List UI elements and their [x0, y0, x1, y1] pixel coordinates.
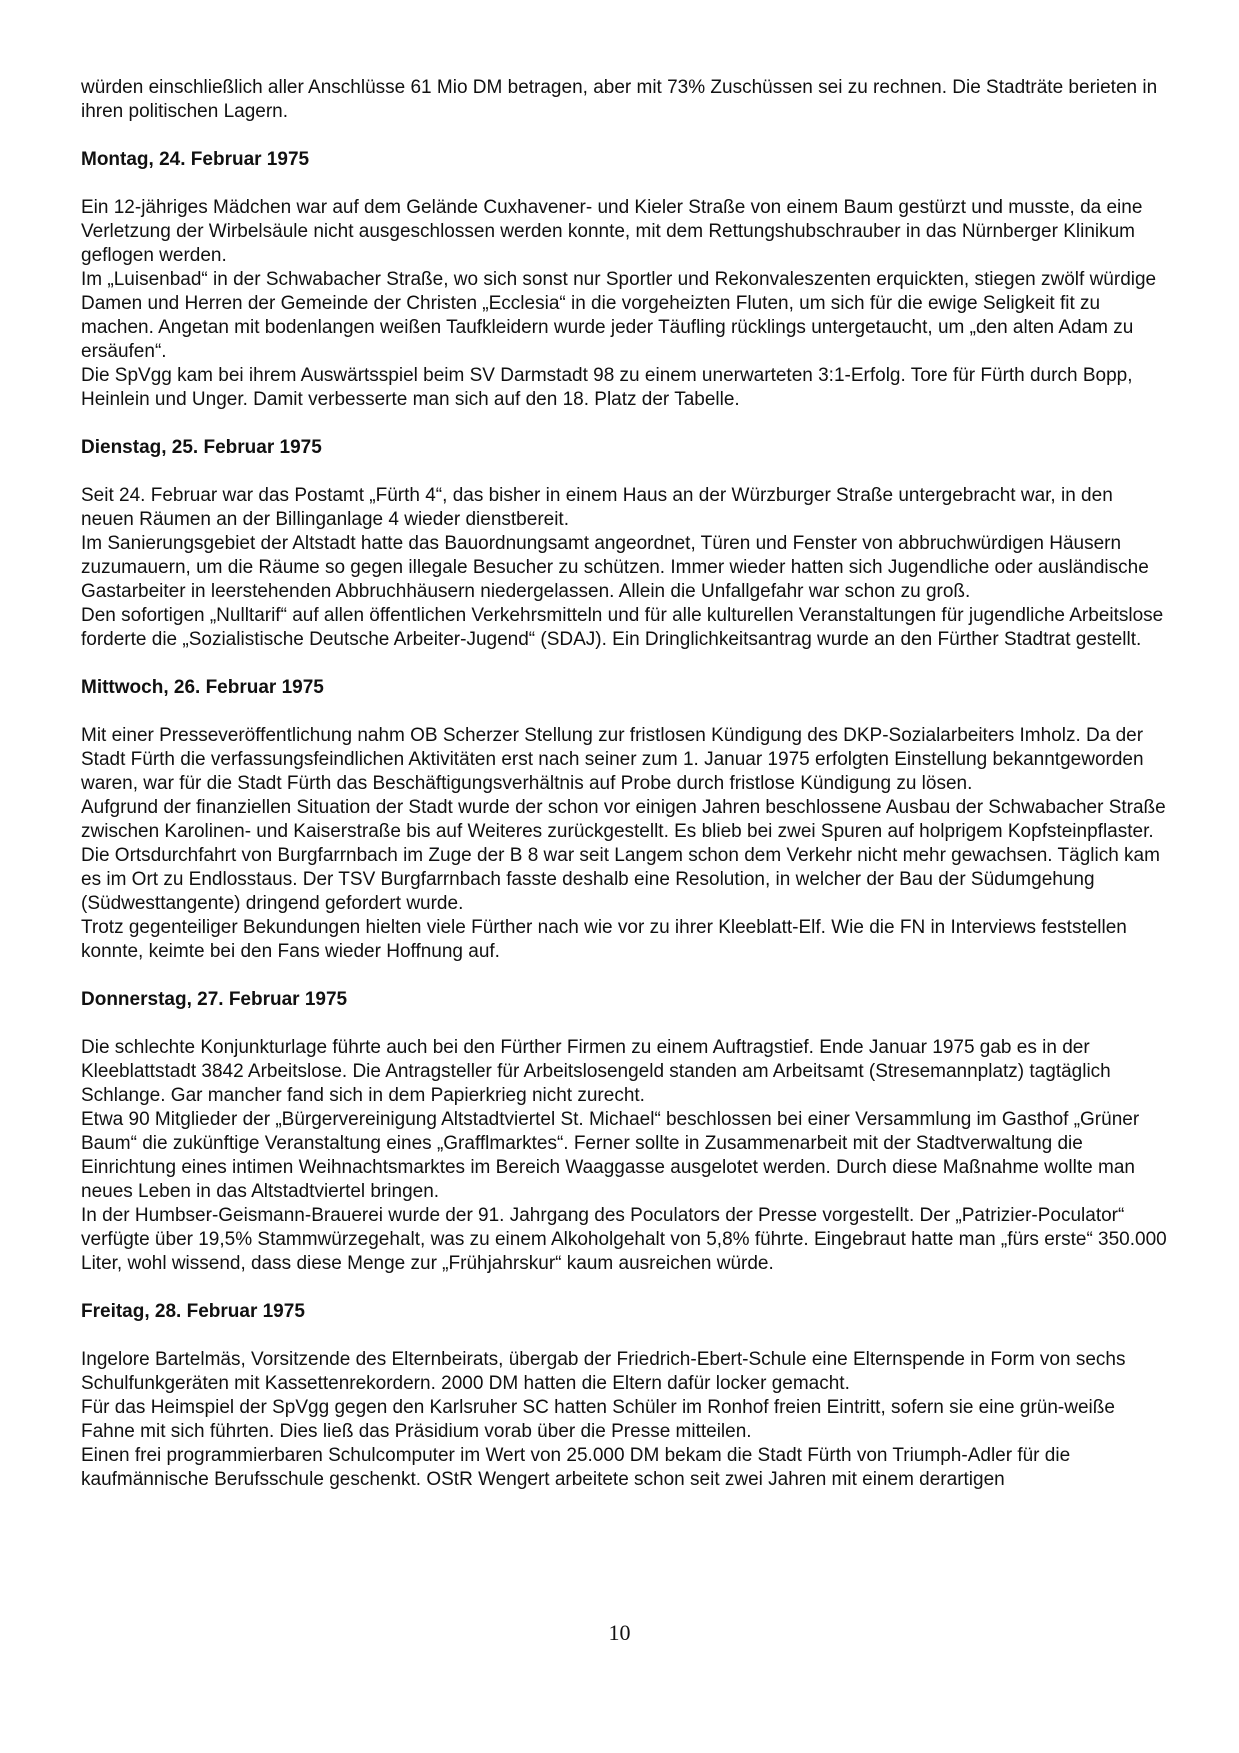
paragraph: Den sofortigen „Nulltarif“ auf allen öffentlichen Verkehrsmitteln und für alle kulturellen Veranstaltungen für jugendliche Arbeitslose forderte die „Sozialistische Deutsche Arbeiter-Jugend“ (SDAJ). Ein Dringlichkeitsantrag wurde an den Fürther Stadtrat gestellt.: [81, 605, 1164, 650]
page-number: 10: [608, 1620, 631, 1645]
section-dienstag: [81, 436, 1167, 652]
paragraph: Seit 24. Februar war das Postamt „Fürth 4“, das bisher in einem Haus an der Würzburger Straße untergebracht war, in den neuen Räumen an der Billinganlage 4 wieder dienstbereit.: [81, 485, 1113, 530]
page-content: [81, 76, 1167, 1492]
paragraph: Die schlechte Konjunkturlage führte auch bei den Fürther Firmen zu einem Auftragstief. Ende Januar 1975 gab es in der Kleeblattstadt 3842 Arbeitslose. Die Antragsteller für Arbeitslosengeld standen am Arbeitsamt (Stresemannplatz) tagtäglich Schlange. Gar mancher fand sich in dem Papierkrieg nicht zurecht.: [81, 1037, 1111, 1106]
paragraph: Die Ortsdurchfahrt von Burgfarrnbach im Zuge der B 8 war seit Langem schon dem Verkehr nicht mehr gewachsen. Täglich kam es im Ort zu Endlosstaus. Der TSV Burgfarrnbach fasste deshalb eine Resolution, in welcher der Bau der Südumgehung (Südwesttangente) dringend gefordert wurde.: [81, 845, 1160, 914]
paragraph: Die SpVgg kam bei ihrem Auswärtsspiel beim SV Darmstadt 98 zu einem unerwarteten 3:1-Erfolg. Tore für Fürth durch Bopp, Heinlein und Unger. Damit verbesserte man sich auf den 18. Platz der Tabelle.: [81, 365, 1133, 410]
section-heading: Freitag, 28. Februar 1975: [81, 1301, 305, 1322]
paragraph: Im „Luisenbad“ in der Schwabacher Straße, wo sich sonst nur Sportler und Rekonvaleszenten erquickten, stiegen zwölf würdige Damen und Herren der Gemeinde der Christen „Ecclesia“ in die vorgeheizten Fluten, um sich für die ewige Seligkeit fit zu machen. Angetan mit bodenlangen weißen Taufkleidern wurde jeder Täufling rücklings untergetaucht, um „den alten Adam zu ersäufen“.: [81, 269, 1157, 362]
intro-paragraph: würden einschließlich aller Anschlüsse 61 Mio DM betragen, aber mit 73% Zuschüssen sei zu rechnen. Die Stadträte berieten in ihren politischen Lagern.: [81, 77, 1158, 122]
section-heading: Dienstag, 25. Februar 1975: [81, 437, 322, 458]
section-mittwoch: [81, 676, 1167, 964]
paragraph: Für das Heimspiel der SpVgg gegen den Karlsruher SC hatten Schüler im Ronhof freien Eintritt, sofern sie eine grün-weiße Fahne mit sich führten. Dies ließ das Präsidium vorab über die Presse mitteilen.: [81, 1397, 1115, 1442]
section-heading: Donnerstag, 27. Februar 1975: [81, 989, 348, 1010]
paragraph: Mit einer Presseveröffentlichung nahm OB Scherzer Stellung zur fristlosen Kündigung des DKP-Sozialarbeiters Imholz. Da der Stadt Fürth die verfassungsfeindlichen Aktivitäten erst nach seiner zum 1. Januar 1975 erfolgten Einstellung bekanntgeworden waren, war für die Stadt Fürth das Beschäftigungsverhältnis auf Probe durch fristlose Kündigung zu lösen.: [81, 725, 1144, 794]
section-freitag: [81, 1300, 1167, 1492]
paragraph: Aufgrund der finanziellen Situation der Stadt wurde der schon vor einigen Jahren beschlossene Ausbau der Schwabacher Straße zwischen Karolinen- und Kaiserstraße bis auf Weiteres zurückgestellt. Es blieb bei zwei Spuren auf holprigem Kopfsteinpflaster.: [81, 797, 1166, 842]
section-donnerstag: [81, 988, 1167, 1276]
section-heading: Montag, 24. Februar 1975: [81, 149, 310, 170]
section-heading: Mittwoch, 26. Februar 1975: [81, 677, 324, 698]
paragraph: Trotz gegenteiliger Bekundungen hielten viele Fürther nach wie vor zu ihrer Kleeblatt-Elf. Wie die FN in Interviews feststellen konnte, keimte bei den Fans wieder Hoffnung auf.: [81, 917, 1127, 962]
paragraph: In der Humbser-Geismann-Brauerei wurde der 91. Jahrgang des Poculators der Presse vorgestellt. Der „Patrizier-Poculator“ verfügte über 19,5% Stammwürzegehalt, was zu einem Alkoholgehalt von 5,8% führte. Eingebraut hatte man „fürs erste“ 350.000 Liter, wohl wissend, dass diese Menge zur „Frühjahrskur“ kaum ausreichen würde.: [81, 1205, 1167, 1274]
paragraph: Im Sanierungsgebiet der Altstadt hatte das Bauordnungsamt angeordnet, Türen und Fenster von abbruchwürdigen Häusern zuzumauern, um die Räume so gegen illegale Besucher zu schützen. Immer wieder hatten sich Jugendliche oder ausländische Gastarbeiter in leerstehenden Abbruchhäusern niedergelassen. Allein die Unfallgefahr war schon zu groß.: [81, 533, 1149, 602]
paragraph: Ein 12-jähriges Mädchen war auf dem Gelände Cuxhavener- und Kieler Straße von einem Baum gestürzt und musste, da eine Verletzung der Wirbelsäule nicht ausgeschlossen werden konnte, mit dem Rettungshubschrauber in das Nürnberger Klinikum geflogen werden.: [81, 197, 1143, 266]
section-montag: [81, 148, 1167, 412]
paragraph: Etwa 90 Mitglieder der „Bürgervereinigung Altstadtviertel St. Michael“ beschlossen bei einer Versammlung im Gasthof „Grüner Baum“ die zukünftige Veranstaltung eines „Grafflmarktes“. Ferner sollte in Zusammenarbeit mit der Stadtverwaltung die Einrichtung eines intimen Weihnachtsmarktes im Bereich Waaggasse ausgelotet werden. Durch diese Maßnahme wollte man neues Leben in das Altstadtviertel bringen.: [81, 1109, 1140, 1202]
paragraph: Ingelore Bartelmäs, Vorsitzende des Elternbeirats, übergab der Friedrich-Ebert-Schule eine Elternspende in Form von sechs Schulfunkgeräten mit Kassettenrekordern. 2000 DM hatten die Eltern dafür locker gemacht.: [81, 1349, 1126, 1394]
paragraph: Einen frei programmierbaren Schulcomputer im Wert von 25.000 DM bekam die Stadt Fürth von Triumph-Adler für die kaufmännische Berufsschule geschenkt. OStR Wengert arbeitete schon seit zwei Jahren mit einem derartigen: [81, 1445, 1071, 1490]
